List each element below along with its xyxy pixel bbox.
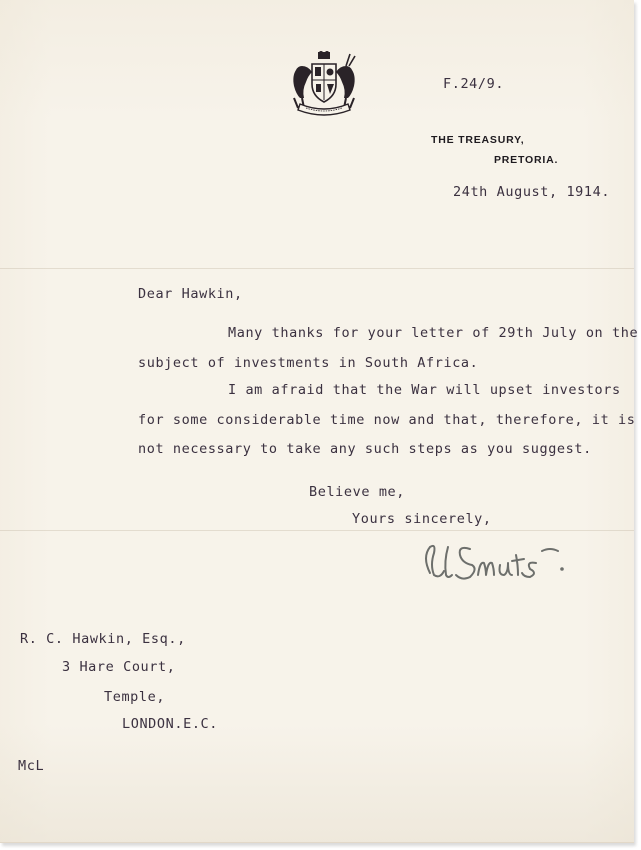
letterhead-line-1: THE TREASURY, [431, 134, 525, 146]
coat-of-arms-icon [288, 50, 360, 116]
closing-line-2: Yours sincerely, [352, 511, 492, 527]
salutation: Dear Hawkin, [138, 286, 243, 302]
addressee-line-1: R. C. Hawkin, Esq., [20, 631, 186, 647]
fold-line [0, 268, 634, 269]
body-paragraph-1-line-1: Many thanks for your letter of 29th July on the [228, 325, 639, 341]
reference-number: F.24/9. [443, 76, 505, 92]
body-paragraph-2-line-2: for some considerable time now and that, therefore, it is [138, 412, 636, 428]
body-paragraph-1-line-2: subject of investments in South Africa. [138, 355, 479, 371]
fold-line [0, 530, 634, 531]
letter-date: 24th August, 1914. [453, 184, 611, 200]
handwritten-signature [418, 535, 570, 585]
body-paragraph-2-line-3: not necessary to take any such steps as you suggest. [138, 441, 592, 457]
addressee-line-2: 3 Hare Court, [62, 659, 176, 675]
body-paragraph-2-line-1: I am afraid that the War will upset investors [228, 382, 621, 398]
addressee-line-4: LONDON.E.C. [122, 716, 219, 732]
closing-line-1: Believe me, [309, 484, 406, 500]
addressee-line-3: Temple, [104, 689, 166, 705]
letterhead-line-2: PRETORIA. [494, 154, 559, 166]
typist-initials: McL [18, 758, 45, 774]
